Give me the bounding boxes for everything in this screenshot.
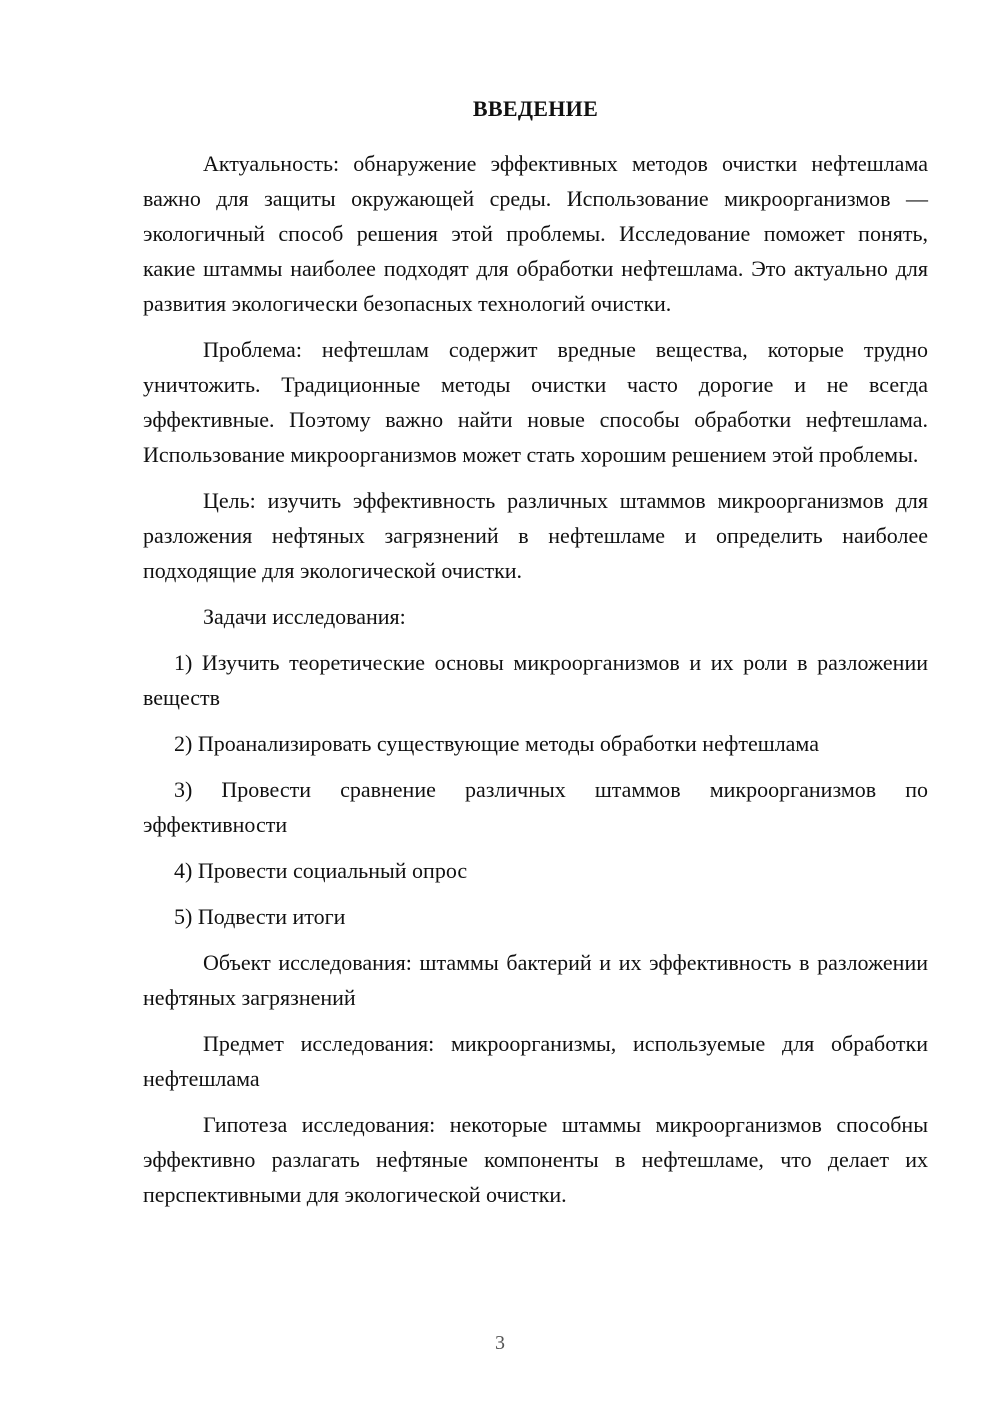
task-item-4: 4) Провести социальный опрос xyxy=(174,858,468,883)
relevance-paragraph: Актуальность: обнаружение эффективных методов очистки нефтешлама важно для защиты окружающей среды. Использование микроорганизмов — экологичный способ решения этой проблемы. Исследование поможет понять, какие штаммы наиболее подходят для обработки нефтешлама. Это актуально для развития экологически безопасных технологий очистки. xyxy=(143,151,928,316)
tasks-heading: Задачи исследования: xyxy=(203,604,406,629)
task-item-5: 5) Подвести итоги xyxy=(174,904,346,929)
hypothesis-paragraph: Гипотеза исследования: некоторые штаммы микроорганизмов способны эффективно разлагать нефтяные компоненты в нефтешламе, что делает их перспективными для экологической очистки. xyxy=(143,1112,928,1207)
task-item-3: 3) Провести сравнение различных штаммов микроорганизмов по эффективности xyxy=(143,777,928,837)
task-item-1: 1) Изучить теоретические основы микроорганизмов и их роли в разложении веществ xyxy=(143,650,928,710)
goal-paragraph: Цель: изучить эффективность различных штаммов микроорганизмов для разложения нефтяных загрязнений в нефтешламе и определить наиболее подходящие для экологической очистки. xyxy=(143,488,928,583)
document-page xyxy=(143,92,928,1223)
object-paragraph: Объект исследования: штаммы бактерий и их эффективность в разложении нефтяных загрязнений xyxy=(143,950,928,1010)
section-title: ВВЕДЕНИЕ xyxy=(472,96,599,121)
page-number: 3 xyxy=(495,1332,505,1354)
problem-paragraph: Проблема: нефтешлам содержит вредные вещества, которые трудно уничтожить. Традиционные методы очистки часто дорогие и не всегда эффективные. Поэтому важно найти новые способы обработки нефтешлама. Использование микроорганизмов может стать хорошим решением этой проблемы. xyxy=(143,337,928,467)
task-item-2: 2) Проанализировать существующие методы обработки нефтешлама xyxy=(174,731,819,756)
subject-paragraph: Предмет исследования: микроорганизмы, используемые для обработки нефтешлама xyxy=(143,1031,928,1091)
